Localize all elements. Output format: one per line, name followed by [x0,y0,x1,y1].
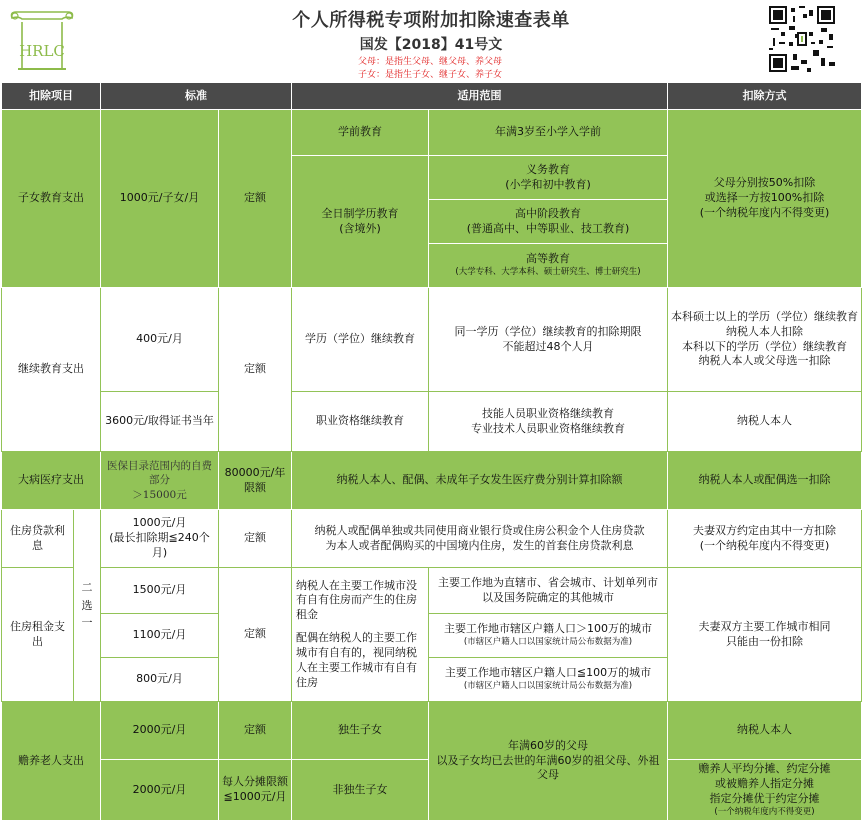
table-row [2,110,862,156]
table-header-row [2,83,862,110]
note-parents: 父母：是指生父母、继父母、养父母 [358,57,503,67]
child-edu-item: 子女教育支出 [2,110,101,288]
cont-edu-std2: 3600元/取得证书当年 [101,392,219,452]
elderly-desc: 年满60岁的父母 以及子女均已去世的年满60岁的祖父母、外祖父母 [429,702,668,821]
qr-code [769,6,835,72]
elderly-scope1: 独生子女 [292,702,429,760]
page-header [0,0,862,82]
col-header-method: 扣除方式 [668,83,862,110]
medical-scope: 纳税人本人、配偶、未成年子女发生医疗费分别计算扣除额 [292,452,668,510]
housing-loan-method: 夫妻双方约定由其中一方扣除 (一个纳税年度内不得变更) [668,510,862,568]
cont-edu-type: 定额 [219,288,292,452]
elderly-std2: 2000元/月 [101,760,219,821]
rent-item: 住房租金支出 [2,568,74,702]
col-header-standard: 标准 [101,83,292,110]
housing-loan-standard: 1000元/月 (最长扣除期≦240个 月) [101,510,219,568]
table-row [2,452,862,510]
cont-edu-method2: 纳税人本人 [668,392,862,452]
col-header-scope: 适用范围 [292,83,668,110]
cont-edu-desc1: 同一学历（学位）继续教育的扣除期限 不能超过48个人月 [429,288,668,392]
page-title: 个人所得税专项附加扣除速查表单 [292,10,570,31]
medical-method: 纳税人本人或配偶选一扣除 [668,452,862,510]
cont-edu-scope1: 学历（学位）继续教育 [292,288,429,392]
cont-edu-std1: 400元/月 [101,288,219,392]
note-children: 子女：是指生子女、继子女、养子女 [358,70,503,80]
cont-edu-item: 继续教育支出 [2,288,101,452]
rent-condition: 纳税人在主要工作城市没有自有住房而产生的住房租金 配偶在纳税人的主要工作城市有自有的，视同纳税人在主要工作城市有自有住房 [292,568,429,702]
elderly-type1: 定额 [219,702,292,760]
col-header-item: 扣除项目 [2,83,101,110]
child-edu-standard: 1000元/子女/月 [101,110,219,288]
elderly-method1: 纳税人本人 [668,702,862,760]
housing-loan-type: 定额 [219,510,292,568]
child-edu-preschool-scope: 年满3岁至小学入学前 [429,110,668,156]
child-edu-compulsory: 义务教育 (小学和初中教育) [429,156,668,200]
table-row [2,288,862,392]
child-edu-method: 父母分别按50%扣除 或选择一方按100%扣除 (一个纳税年度内不得变更) [668,110,862,288]
child-edu-type: 定额 [219,110,292,288]
cont-edu-scope2: 职业资格继续教育 [292,392,429,452]
rent-city1: 主要工作地为直辖市、省会城市、计划单列市 以及国务院确定的其他城市 [429,568,668,614]
medical-item: 大病医疗支出 [2,452,101,510]
table-row [2,510,862,568]
elderly-std1: 2000元/月 [101,702,219,760]
rent-std1: 1500元/月 [101,568,219,614]
child-edu-high: 高中阶段教育 (普通高中、中等职业、技工教育) [429,200,668,244]
table-row [2,568,862,614]
rent-type: 定额 [219,568,292,702]
cont-edu-desc2: 技能人员职业资格继续教育 专业技术人员职业资格继续教育 [429,392,668,452]
rent-std2: 1100元/月 [101,614,219,658]
rent-method: 夫妻双方主要工作城市相同 只能由一份扣除 [668,568,862,702]
housing-choice: 二选一 [74,510,101,702]
housing-loan-scope: 纳税人或配偶单独或共同使用商业银行贷或住房公积金个人住房贷款 为本人或者配偶购买的中国境内住房，发生的首套住房贷款利息 [292,510,668,568]
elderly-item: 赡养老人支出 [2,702,101,821]
cont-edu-method1: 本科硕士以上的学历（学位）继续教育 纳税人本人扣除 本科以下的学历（学位）继续教育 纳税人本人或父母选一扣除 [668,288,862,392]
child-edu-higher: 高等教育 (大学专科、大学本科、硕士研究生、博士研究生) [429,244,668,288]
rent-city2: 主要工作地市辖区户籍人口＞100万的城市 (市辖区户籍人口以国家统计局公布数据为准) [429,614,668,658]
child-edu-fulltime: 全日制学历教育 (含境外) [292,156,429,288]
elderly-scope2: 非独生子女 [292,760,429,821]
child-edu-preschool: 学前教育 [292,110,429,156]
table-row [2,392,862,452]
housing-loan-item: 住房贷款利息 [2,510,74,568]
rent-std3: 800元/月 [101,658,219,702]
page-subtitle: 国发【2018】41号文 [359,37,503,53]
rent-city3: 主要工作地市辖区户籍人口≦100万的城市 (市辖区户籍人口以国家统计局公布数据为准) [429,658,668,702]
elderly-type2: 每人分摊限额 ≦1000元/月 [219,760,292,821]
elderly-method2: 赡养人平均分摊、约定分摊 或被赡养人指定分摊 指定分摊优于约定分摊 (一个纳税年度内不得变更) [668,760,862,821]
table-row [2,702,862,760]
svg-text:HRLC: HRLC [19,42,65,60]
medical-limit: 80000元/年 限额 [219,452,292,510]
medical-standard: 医保目录范围内的自费 部分 ＞15000元 [101,452,219,510]
deduction-table [1,82,862,821]
